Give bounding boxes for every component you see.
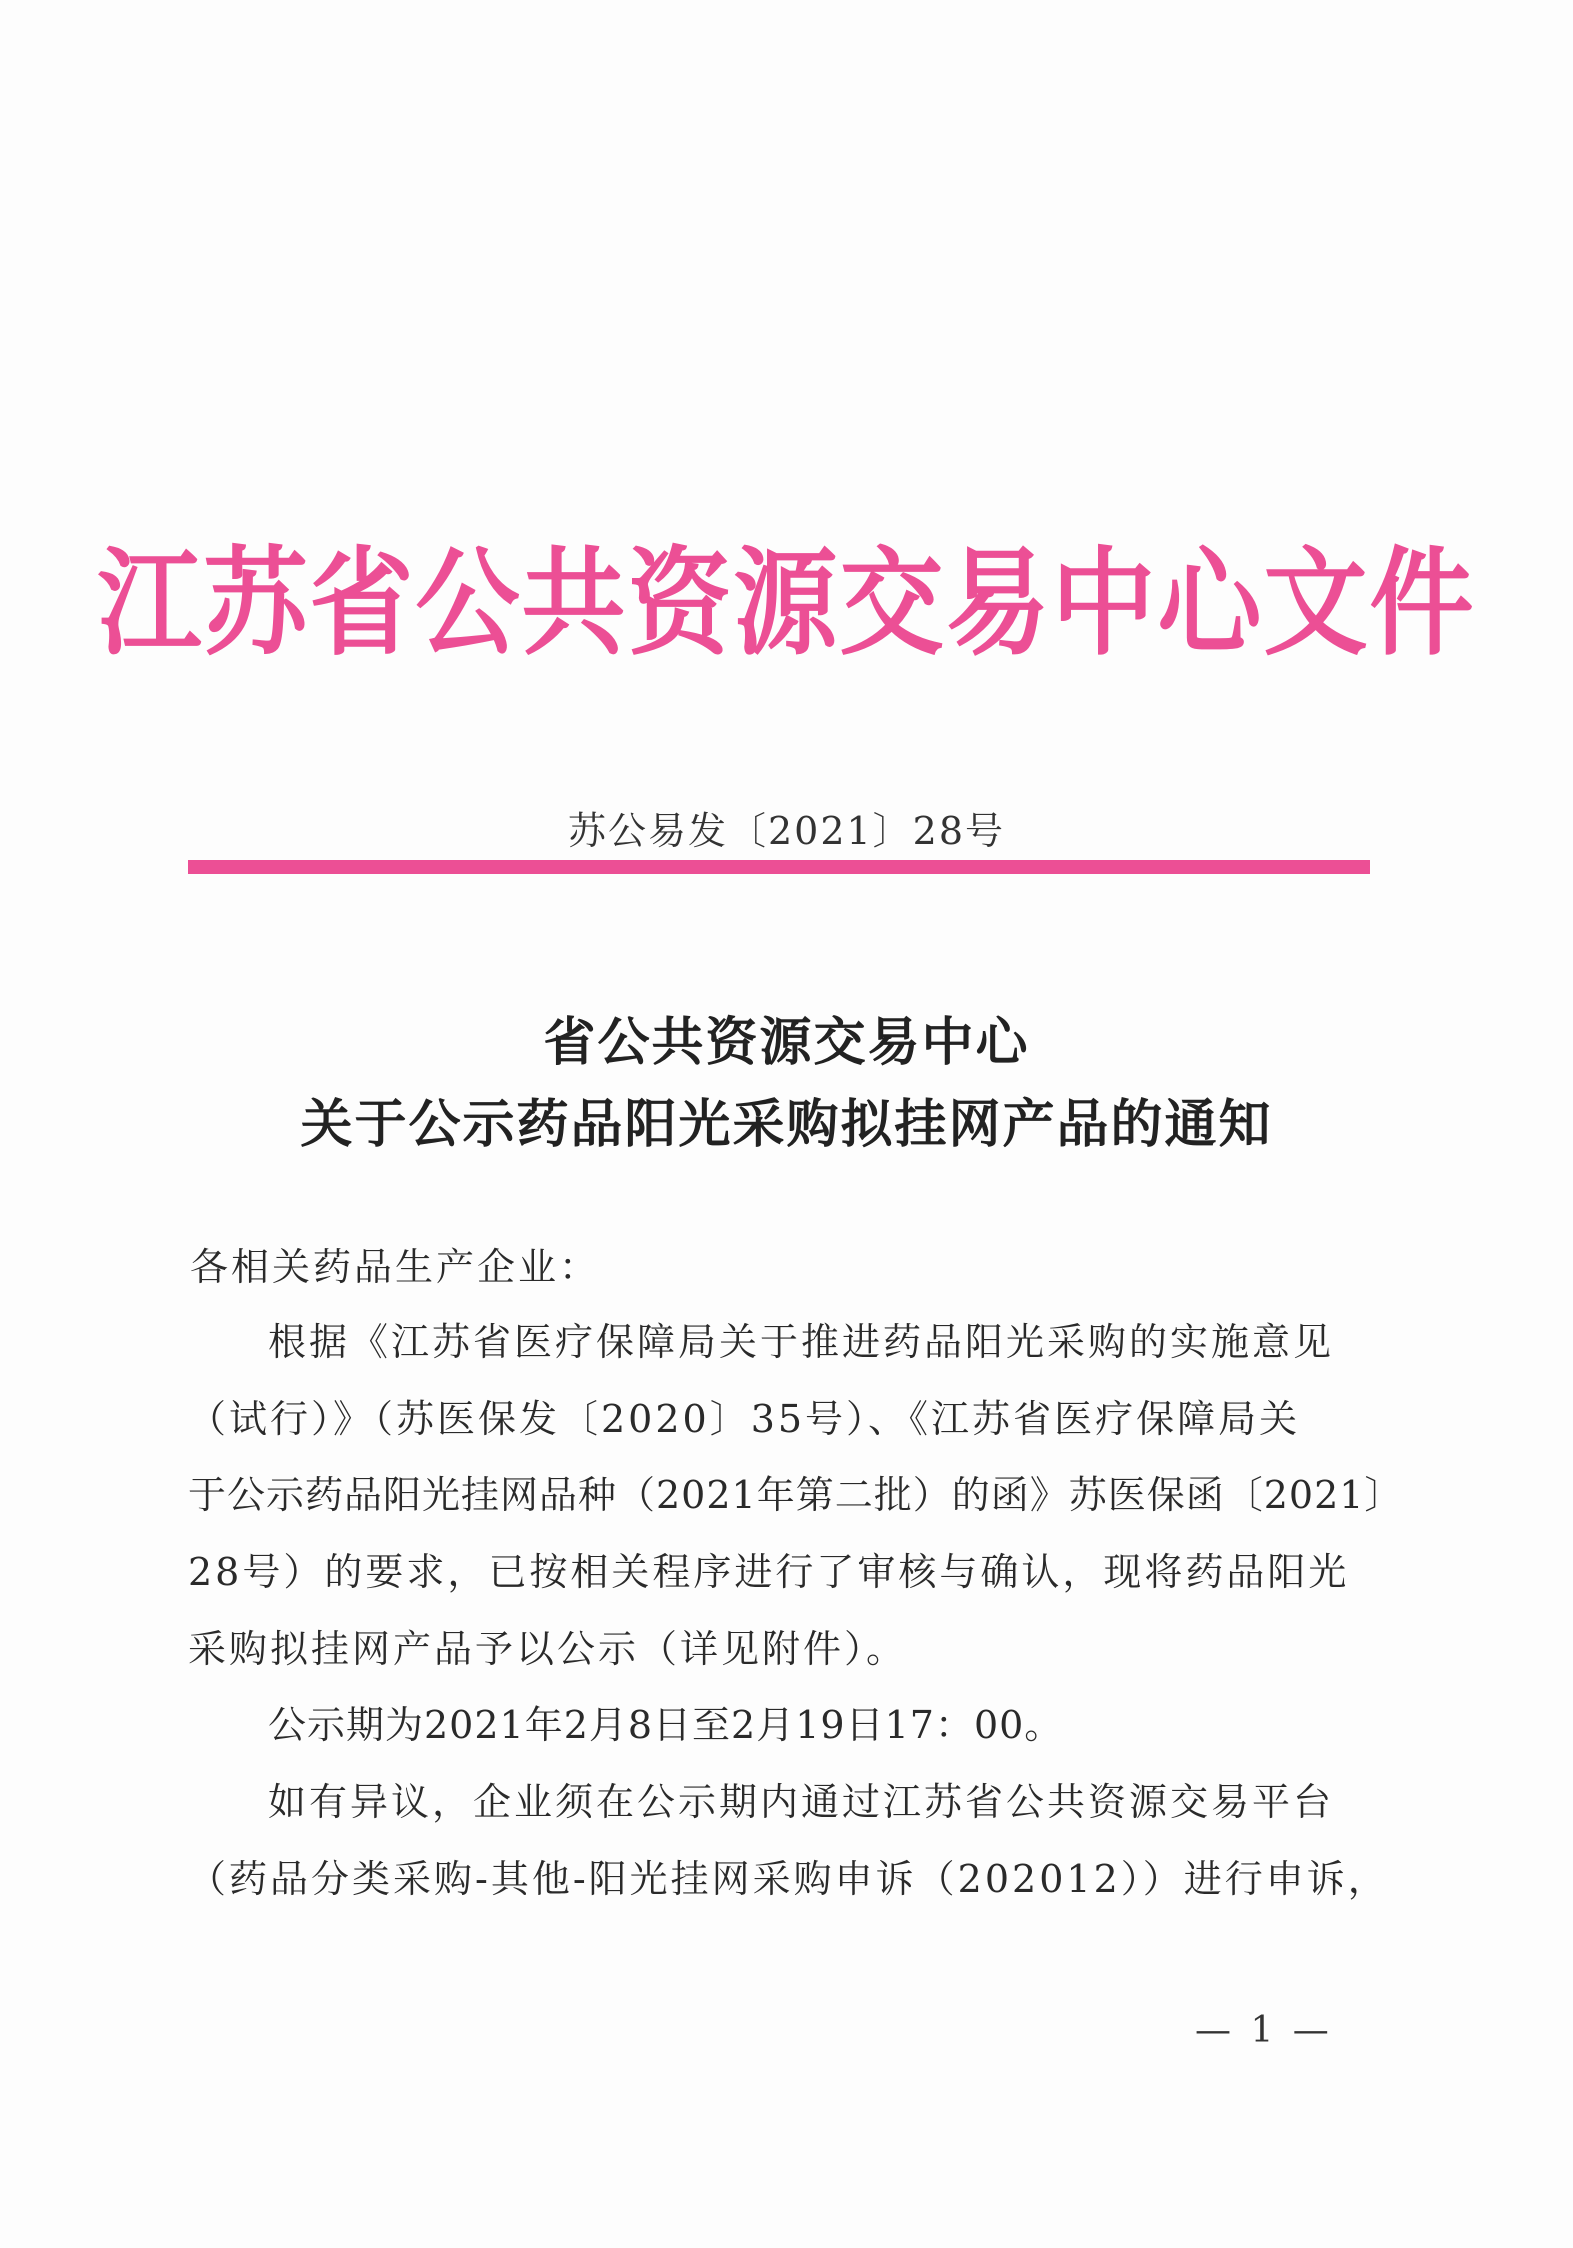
masthead-title: 江苏省公共资源交易中心文件 (97, 534, 1476, 672)
paragraph-1-line-5: 采购拟挂网产品予以公示（详见附件）。 (188, 1627, 908, 1671)
salutation: 各相关药品生产企业： (190, 1245, 601, 1289)
paragraph-1-line-2: （试行）》（苏医保发〔2020〕35号）、《江苏省医疗保障局关 (188, 1397, 1301, 1441)
paragraph-1-line-3: 于公示药品阳光挂网品种（2021年第二批）的函》苏医保函〔2021〕 (188, 1473, 1404, 1517)
paragraph-3-line-2: （药品分类采购-其他-阳光挂网采购申诉（202012））进行申诉， (188, 1857, 1389, 1901)
document-number: 苏公易发〔2021〕28号 (567, 809, 1006, 853)
page-number: — 1 — (1195, 2010, 1333, 2051)
notice-title-line-2: 关于公示药品阳光采购拟挂网产品的通知 (300, 1095, 1273, 1155)
paragraph-3-line-1: 如有异议，企业须在公示期内通过江苏省公共资源交易平台 (268, 1780, 1335, 1824)
paragraph-1-line-1: 根据《江苏省医疗保障局关于推进药品阳光采购的实施意见 (268, 1320, 1335, 1364)
paragraph-2: 公示期为2021年2月8日至2月19日17：00。 (268, 1703, 1064, 1747)
red-divider-rule (188, 860, 1370, 874)
paragraph-1-line-4: 28号）的要求，已按相关程序进行了审核与确认，现将药品阳光 (188, 1550, 1350, 1594)
notice-title-line-1: 省公共资源交易中心 (543, 1013, 1030, 1073)
